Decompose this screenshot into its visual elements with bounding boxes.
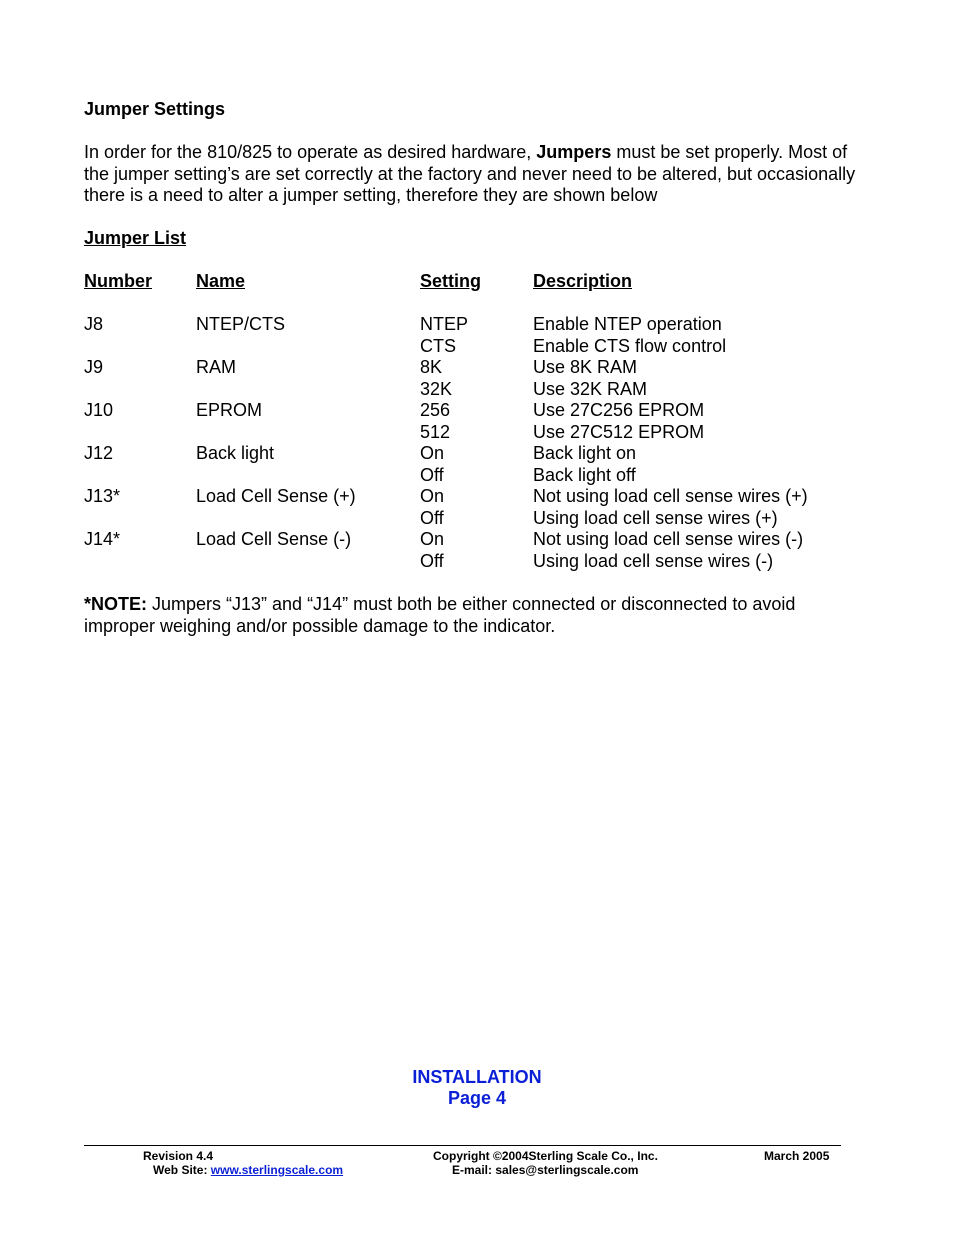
table-row <box>0 336 954 358</box>
jumper-table <box>0 314 954 572</box>
jumper-name: Back light <box>196 443 275 463</box>
intro-bold-term: Jumpers <box>536 142 612 162</box>
jumper-setting: 8K <box>420 357 443 377</box>
jumper-description: Back light on <box>533 443 637 463</box>
intro-text-end: must be set properly. Most of the jumper setting’s are set correctly at the factory and never need to be altered, but occasionally there is a need to alter a jumper setting, therefore they are shown below <box>84 142 856 205</box>
footer-revision: Revision 4.4 <box>143 1149 214 1163</box>
jumper-description: Not using load cell sense wires (-) <box>533 529 804 549</box>
table-row <box>0 422 954 444</box>
note-paragraph <box>84 594 864 637</box>
note-label: *NOTE: <box>84 594 147 614</box>
jumper-name: Load Cell Sense (-) <box>196 529 352 549</box>
jumper-setting: CTS <box>420 335 456 356</box>
table-row <box>0 551 954 573</box>
section-title: INSTALLATION <box>412 1067 542 1087</box>
jumper-number: J12 <box>84 443 114 463</box>
column-header-description: Description <box>533 271 633 291</box>
jumper-description: Not using load cell sense wires (+) <box>533 486 808 506</box>
table-row <box>0 443 954 465</box>
intro-paragraph <box>84 142 864 207</box>
table-row <box>0 357 954 379</box>
jumper-description: Using load cell sense wires (-) <box>533 550 774 571</box>
jumper-description: Use 32K RAM <box>533 378 648 399</box>
footer-copyright: Copyright ©2004Sterling Scale Co., Inc. <box>433 1149 658 1163</box>
jumper-setting: Off <box>420 507 444 528</box>
jumper-setting: On <box>420 486 445 506</box>
jumper-setting: On <box>420 443 445 463</box>
jumper-number: J8 <box>84 314 104 334</box>
jumper-description: Using load cell sense wires (+) <box>533 507 778 528</box>
jumper-number: J9 <box>84 357 104 377</box>
table-row <box>0 486 954 508</box>
jumper-number: J14* <box>84 529 121 549</box>
jumper-setting: 512 <box>420 421 451 442</box>
page-number: Page 4 <box>447 1088 507 1108</box>
jumper-setting: Off <box>420 464 444 485</box>
jumper-description: Back light off <box>533 464 636 485</box>
note-text: Jumpers “J13” and “J14” must both be either connected or disconnected to avoid improper weighing and/or possible damage to the indicator. <box>84 594 796 636</box>
jumper-description: Enable NTEP operation <box>533 314 722 334</box>
jumper-setting: 256 <box>420 400 451 420</box>
jumper-name: NTEP/CTS <box>196 314 286 334</box>
table-row <box>0 379 954 401</box>
jumper-setting: Off <box>420 550 444 571</box>
jumper-setting: NTEP <box>420 314 469 334</box>
jumper-setting: 32K <box>420 378 453 399</box>
table-row <box>0 508 954 530</box>
jumper-description: Use 8K RAM <box>533 357 638 377</box>
column-header-setting: Setting <box>420 271 481 291</box>
table-row <box>0 400 954 422</box>
jumper-list-heading: Jumper List <box>84 228 187 248</box>
jumper-number: J10 <box>84 400 114 420</box>
jumper-name: EPROM <box>196 400 263 420</box>
jumper-number: J13* <box>84 486 121 506</box>
footer-website <box>153 1163 343 1177</box>
intro-text-start: In order for the 810/825 to operate as desired hardware, <box>84 142 537 162</box>
jumper-setting: On <box>420 529 445 549</box>
website-link[interactable]: www.sterlingscale.com <box>210 1163 344 1177</box>
page-heading: Jumper Settings <box>84 99 226 119</box>
column-header-number: Number <box>84 271 153 291</box>
footer-divider <box>84 1145 841 1146</box>
footer-date: March 2005 <box>764 1149 830 1163</box>
jumper-description: Use 27C256 EPROM <box>533 400 705 420</box>
jumper-description: Use 27C512 EPROM <box>533 421 705 442</box>
footer-email: E-mail: sales@sterlingscale.com <box>452 1163 639 1177</box>
website-label: Web Site: <box>153 1163 211 1177</box>
table-row <box>0 314 954 336</box>
table-row <box>0 465 954 487</box>
jumper-description: Enable CTS flow control <box>533 335 727 356</box>
column-header-name: Name <box>196 271 246 291</box>
jumper-name: RAM <box>196 357 236 377</box>
jumper-name: Load Cell Sense (+) <box>196 486 356 506</box>
table-row <box>0 529 954 551</box>
